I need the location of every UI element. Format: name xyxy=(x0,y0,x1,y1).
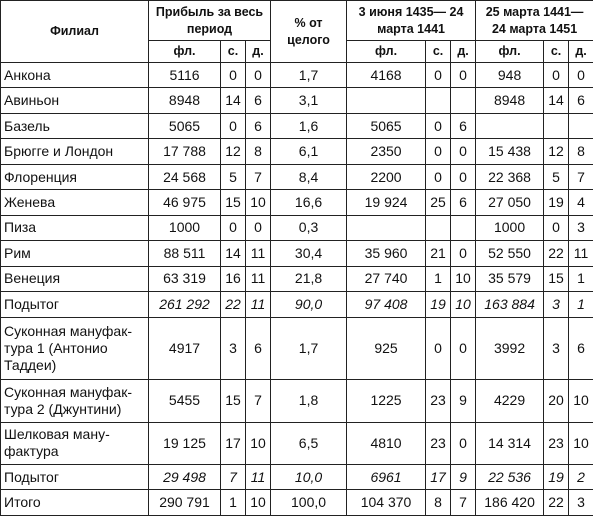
cell-total-fl: 5455 xyxy=(149,380,221,422)
cell-p2-fl: 15 438 xyxy=(476,139,544,164)
cell-p1-d: 10 xyxy=(451,292,476,317)
cell-p1-fl: 2350 xyxy=(347,139,426,164)
cell-total-fl: 19 125 xyxy=(149,422,221,464)
cell-p2-fl: 4229 xyxy=(476,380,544,422)
subheader-fl: фл. xyxy=(347,41,426,63)
cell-percent: 1,7 xyxy=(271,63,347,88)
cell-total-fl: 46 975 xyxy=(149,190,221,215)
cell-p2-s: 5 xyxy=(544,164,569,189)
cell-total-s: 14 xyxy=(221,241,246,266)
cell-p2-s: 15 xyxy=(544,266,569,291)
table-row xyxy=(1,317,593,380)
cell-percent: 30,4 xyxy=(271,241,347,266)
cell-branch-name: Брюгге и Лондон xyxy=(1,139,149,164)
cell-p1-s: 0 xyxy=(426,139,451,164)
header-row xyxy=(1,1,593,41)
table-row xyxy=(1,88,593,113)
cell-p1-fl: 6961 xyxy=(347,464,426,489)
cell-p2-d: 0 xyxy=(569,63,593,88)
cell-p1-s: 23 xyxy=(426,380,451,422)
cell-percent: 1,8 xyxy=(271,380,347,422)
cell-branch-name: Суконная мануфак-тура 2 (Джунтини) xyxy=(1,380,149,422)
cell-branch-name: Шелковая ману-фактура xyxy=(1,422,149,464)
cell-p1-fl: 4168 xyxy=(347,63,426,88)
cell-p2-d: 7 xyxy=(569,164,593,189)
cell-percent: 100,0 xyxy=(271,490,347,516)
cell-p2-d: 10 xyxy=(569,422,593,464)
cell-p1-s: 0 xyxy=(426,63,451,88)
cell-p1-s: 21 xyxy=(426,241,451,266)
cell-total-s: 22 xyxy=(221,292,246,317)
cell-p1-s: 1 xyxy=(426,266,451,291)
cell-total-d: 11 xyxy=(246,241,271,266)
cell-percent: 8,4 xyxy=(271,164,347,189)
cell-p1-s: 0 xyxy=(426,317,451,380)
cell-p1-s xyxy=(426,215,451,240)
cell-p2-fl: 35 579 xyxy=(476,266,544,291)
cell-percent: 0,3 xyxy=(271,215,347,240)
cell-total-fl: 4917 xyxy=(149,317,221,380)
cell-total-d: 7 xyxy=(246,164,271,189)
cell-branch-name: Базель xyxy=(1,113,149,138)
subheader-d: д. xyxy=(569,41,593,63)
cell-total-d: 11 xyxy=(246,464,271,489)
cell-total-fl: 5116 xyxy=(149,63,221,88)
cell-branch-name: Итого xyxy=(1,490,149,516)
cell-percent: 90,0 xyxy=(271,292,347,317)
cell-p1-fl: 2200 xyxy=(347,164,426,189)
cell-p2-d: 1 xyxy=(569,292,593,317)
table-row xyxy=(1,113,593,138)
table-row xyxy=(1,292,593,317)
cell-percent: 6,5 xyxy=(271,422,347,464)
cell-p1-s: 17 xyxy=(426,464,451,489)
cell-branch-name: Подытог xyxy=(1,464,149,489)
cell-p1-s: 8 xyxy=(426,490,451,516)
cell-total-s: 16 xyxy=(221,266,246,291)
cell-branch-name: Рим xyxy=(1,241,149,266)
table-row xyxy=(1,464,593,489)
cell-total-s: 15 xyxy=(221,380,246,422)
cell-p2-s: 19 xyxy=(544,190,569,215)
cell-p1-s: 0 xyxy=(426,164,451,189)
cell-p1-d: 9 xyxy=(451,380,476,422)
cell-p1-s: 25 xyxy=(426,190,451,215)
cell-percent: 1,6 xyxy=(271,113,347,138)
cell-p1-d: 0 xyxy=(451,317,476,380)
cell-total-s: 15 xyxy=(221,190,246,215)
table-body xyxy=(1,63,593,516)
cell-p1-fl: 5065 xyxy=(347,113,426,138)
table-row xyxy=(1,422,593,464)
cell-p1-d xyxy=(451,215,476,240)
cell-p2-d: 8 xyxy=(569,139,593,164)
header-percent-of-total: % от целого xyxy=(271,1,347,63)
cell-p2-d: 6 xyxy=(569,317,593,380)
subheader-s: с. xyxy=(426,41,451,63)
cell-p2-d: 4 xyxy=(569,190,593,215)
cell-total-d: 7 xyxy=(246,380,271,422)
cell-total-fl: 261 292 xyxy=(149,292,221,317)
cell-p1-fl: 35 960 xyxy=(347,241,426,266)
cell-total-d: 6 xyxy=(246,113,271,138)
cell-total-s: 0 xyxy=(221,215,246,240)
cell-p1-fl: 19 924 xyxy=(347,190,426,215)
cell-p1-fl: 4810 xyxy=(347,422,426,464)
cell-p1-d: 0 xyxy=(451,139,476,164)
cell-p2-fl: 8948 xyxy=(476,88,544,113)
cell-p1-s: 19 xyxy=(426,292,451,317)
cell-branch-name: Пиза xyxy=(1,215,149,240)
cell-total-d: 10 xyxy=(246,490,271,516)
cell-total-d: 11 xyxy=(246,292,271,317)
table-row xyxy=(1,241,593,266)
cell-branch-name: Анкона xyxy=(1,63,149,88)
cell-p2-s: 23 xyxy=(544,422,569,464)
cell-total-d: 10 xyxy=(246,190,271,215)
cell-branch-name: Флоренция xyxy=(1,164,149,189)
cell-p2-fl: 22 368 xyxy=(476,164,544,189)
cell-total-s: 3 xyxy=(221,317,246,380)
table-row xyxy=(1,266,593,291)
cell-p1-fl: 925 xyxy=(347,317,426,380)
cell-percent: 10,0 xyxy=(271,464,347,489)
cell-branch-name: Женева xyxy=(1,190,149,215)
cell-percent: 21,8 xyxy=(271,266,347,291)
cell-percent: 6,1 xyxy=(271,139,347,164)
cell-total-d: 10 xyxy=(246,422,271,464)
cell-p2-fl: 27 050 xyxy=(476,190,544,215)
cell-total-fl: 63 319 xyxy=(149,266,221,291)
cell-branch-name: Подытог xyxy=(1,292,149,317)
subheader-d: д. xyxy=(246,41,271,63)
cell-p2-d: 2 xyxy=(569,464,593,489)
cell-p2-d: 11 xyxy=(569,241,593,266)
table-row xyxy=(1,380,593,422)
cell-p2-s: 12 xyxy=(544,139,569,164)
cell-p2-s: 0 xyxy=(544,215,569,240)
table-row xyxy=(1,490,593,516)
cell-total-fl: 24 568 xyxy=(149,164,221,189)
cell-p2-fl: 948 xyxy=(476,63,544,88)
cell-p1-s: 0 xyxy=(426,113,451,138)
cell-p2-s: 22 xyxy=(544,241,569,266)
cell-p2-d xyxy=(569,113,593,138)
table-row xyxy=(1,215,593,240)
cell-p2-d: 6 xyxy=(569,88,593,113)
header-period-1435-1441: 3 июня 1435— 24 марта 1441 xyxy=(347,1,476,41)
cell-p1-d xyxy=(451,88,476,113)
cell-total-d: 0 xyxy=(246,63,271,88)
cell-p2-fl xyxy=(476,113,544,138)
cell-total-s: 12 xyxy=(221,139,246,164)
subheader-d: д. xyxy=(451,41,476,63)
cell-p2-s xyxy=(544,113,569,138)
cell-p1-d: 6 xyxy=(451,190,476,215)
header-period-1441-1451: 25 марта 1441— 24 марта 1451 xyxy=(476,1,593,41)
cell-p1-fl: 97 408 xyxy=(347,292,426,317)
cell-p2-d: 1 xyxy=(569,266,593,291)
cell-total-s: 7 xyxy=(221,464,246,489)
cell-p1-d: 0 xyxy=(451,422,476,464)
cell-p2-s: 20 xyxy=(544,380,569,422)
subheader-s: с. xyxy=(544,41,569,63)
cell-total-d: 0 xyxy=(246,215,271,240)
table-row xyxy=(1,164,593,189)
cell-total-d: 8 xyxy=(246,139,271,164)
cell-total-d: 6 xyxy=(246,317,271,380)
cell-p1-s: 23 xyxy=(426,422,451,464)
cell-branch-name: Венеция xyxy=(1,266,149,291)
cell-p1-d: 9 xyxy=(451,464,476,489)
cell-p2-d: 3 xyxy=(569,490,593,516)
subheader-fl: фл. xyxy=(149,41,221,63)
cell-total-d: 11 xyxy=(246,266,271,291)
cell-total-fl: 8948 xyxy=(149,88,221,113)
cell-p1-s xyxy=(426,88,451,113)
cell-p1-d: 0 xyxy=(451,241,476,266)
cell-p2-fl: 22 536 xyxy=(476,464,544,489)
cell-p2-fl: 52 550 xyxy=(476,241,544,266)
cell-p2-s: 14 xyxy=(544,88,569,113)
header-profit-whole-period: Прибыль за весь период xyxy=(149,1,271,41)
cell-p2-d: 10 xyxy=(569,380,593,422)
table-row xyxy=(1,190,593,215)
cell-p2-fl: 163 884 xyxy=(476,292,544,317)
cell-total-s: 17 xyxy=(221,422,246,464)
cell-total-fl: 5065 xyxy=(149,113,221,138)
cell-total-d: 6 xyxy=(246,88,271,113)
cell-p2-fl: 3992 xyxy=(476,317,544,380)
cell-p1-fl: 104 370 xyxy=(347,490,426,516)
cell-total-fl: 290 791 xyxy=(149,490,221,516)
table-row xyxy=(1,139,593,164)
cell-p2-s: 0 xyxy=(544,63,569,88)
table-row xyxy=(1,63,593,88)
cell-percent: 1,7 xyxy=(271,317,347,380)
cell-p1-fl: 1225 xyxy=(347,380,426,422)
cell-p2-d: 3 xyxy=(569,215,593,240)
cell-p2-s: 3 xyxy=(544,292,569,317)
cell-p2-s: 22 xyxy=(544,490,569,516)
cell-percent: 3,1 xyxy=(271,88,347,113)
cell-p2-fl: 14 314 xyxy=(476,422,544,464)
cell-total-fl: 17 788 xyxy=(149,139,221,164)
cell-p1-fl: 27 740 xyxy=(347,266,426,291)
cell-total-fl: 88 511 xyxy=(149,241,221,266)
cell-p1-d: 10 xyxy=(451,266,476,291)
cell-branch-name: Авиньон xyxy=(1,88,149,113)
subheader-fl: фл. xyxy=(476,41,544,63)
subheader-s: с. xyxy=(221,41,246,63)
cell-total-s: 0 xyxy=(221,63,246,88)
cell-total-fl: 29 498 xyxy=(149,464,221,489)
cell-p1-fl xyxy=(347,215,426,240)
cell-p2-s: 19 xyxy=(544,464,569,489)
cell-p2-fl: 1000 xyxy=(476,215,544,240)
cell-p1-fl xyxy=(347,88,426,113)
header-branch: Филиал xyxy=(1,1,149,63)
cell-total-s: 1 xyxy=(221,490,246,516)
cell-total-s: 5 xyxy=(221,164,246,189)
cell-total-s: 14 xyxy=(221,88,246,113)
cell-p1-d: 7 xyxy=(451,490,476,516)
cell-percent: 16,6 xyxy=(271,190,347,215)
cell-p1-d: 6 xyxy=(451,113,476,138)
cell-p2-s: 3 xyxy=(544,317,569,380)
cell-total-fl: 1000 xyxy=(149,215,221,240)
cell-p1-d: 0 xyxy=(451,63,476,88)
cell-p1-d: 0 xyxy=(451,164,476,189)
cell-p2-fl: 186 420 xyxy=(476,490,544,516)
cell-total-s: 0 xyxy=(221,113,246,138)
cell-branch-name: Суконная мануфак-тура 1 (Антонио Таддеи) xyxy=(1,317,149,380)
